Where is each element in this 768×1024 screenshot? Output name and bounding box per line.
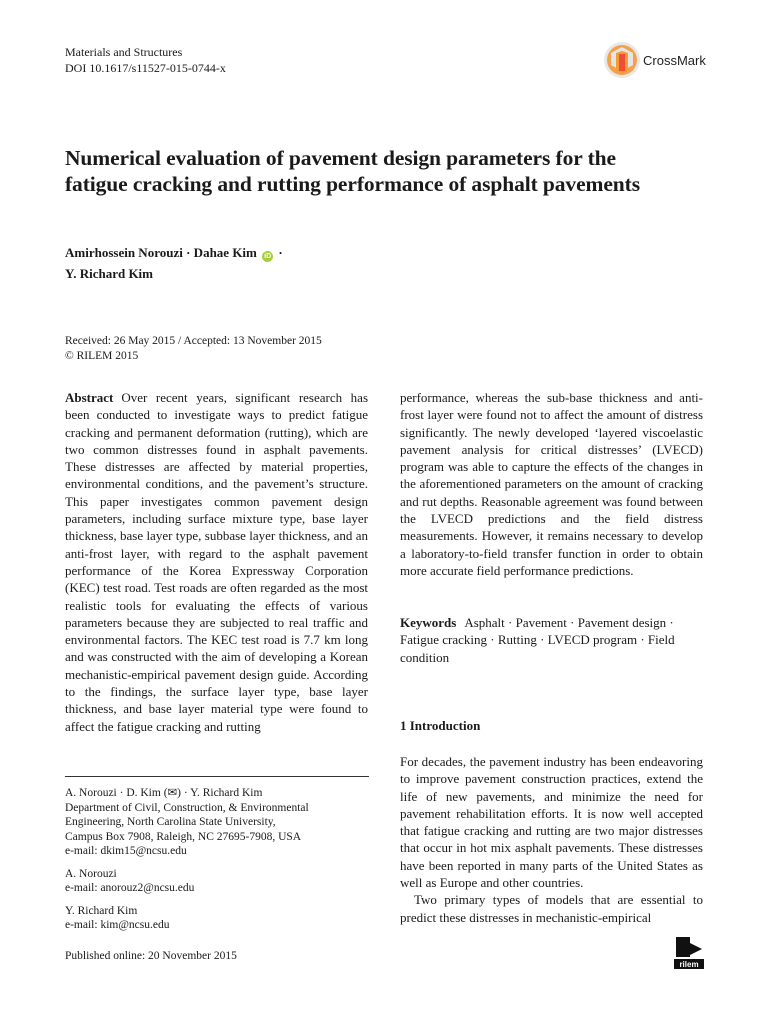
affiliation-email-kim[interactable]: e-mail: kim@ncsu.edu bbox=[65, 919, 170, 931]
abstract-text-left: Over recent years, significant research has been conducted to investigate ways to predict fatigue cracking and permanent deformation (rutting), which are two common distresses found in asphalt pavements. These distresses are affected by material properties, environmental conditions, and the pavement’s structure. This paper investigates common pavement design parameters, including surface mixture type, base layer thickness, base layer type, subbase layer thickness, and an anti-frost layer, with regard to the asphalt pavement performance of the Korea Expressway Corporation (KEC) test road. Test roads are often regarded as the most realistic tools for evaluating the effects of various parameters because they are subjected to real traffic and environmental factors. The KEC test road is 7.7 km long and was constructed with the aim of developing a Korean mechanistic-empirical pavement design guide. According to the findings, the surface layer type, base layer thickness, and base layer material type were found to affect the fatigue cracking and rutting bbox=[65, 390, 368, 734]
journal-header bbox=[65, 44, 226, 76]
affiliation-authors: A. Norouzi · D. Kim (✉) · Y. Richard Kim bbox=[65, 787, 263, 799]
abstract-label: Abstract bbox=[65, 390, 114, 405]
keywords-label: Keywords bbox=[400, 615, 457, 630]
orcid-icon[interactable]: iD bbox=[264, 253, 272, 260]
affiliation-email-dkim[interactable]: e-mail: dkim15@ncsu.edu bbox=[65, 845, 187, 857]
author-list bbox=[65, 242, 283, 284]
crossmark-badge[interactable] bbox=[603, 41, 705, 81]
affiliation-email-norouzi[interactable]: e-mail: anorouz2@ncsu.edu bbox=[65, 882, 195, 894]
author-names-line1: Amirhossein Norouzi · Dahae Kim bbox=[65, 245, 257, 260]
author-separator: · bbox=[278, 245, 283, 260]
paper-title: Numerical evaluation of pavement design parameters for the fatigue cracking and rutting performance of asphalt pavements bbox=[65, 146, 640, 196]
affiliations bbox=[65, 786, 368, 941]
doi[interactable]: DOI 10.1617/s11527-015-0744-x bbox=[65, 61, 226, 75]
publication-dates bbox=[65, 334, 322, 364]
abstract-left-column bbox=[65, 389, 368, 735]
keywords-text: Asphalt · Pavement · Pavement design · Fatigue cracking · Rutting · LVECD program · Field condition bbox=[400, 615, 675, 665]
affiliation-name-norouzi: A. Norouzi bbox=[65, 867, 117, 880]
keywords bbox=[400, 614, 703, 666]
svg-text:rilem: rilem bbox=[679, 960, 699, 969]
affiliation-name-kim: Y. Richard Kim bbox=[65, 904, 138, 917]
introduction-body bbox=[400, 753, 703, 926]
crossmark-icon bbox=[603, 41, 641, 79]
author-names-line2: Y. Richard Kim bbox=[65, 266, 153, 281]
crossmark-label: CrossMark bbox=[643, 53, 706, 68]
affiliation-address: Campus Box 7908, Raleigh, NC 27695-7908, USA bbox=[65, 830, 302, 843]
copyright: © RILEM 2015 bbox=[65, 350, 139, 362]
published-online: Published online: 20 November 2015 bbox=[65, 950, 237, 962]
affiliation-department: Department of Civil, Construction, & Environmental Engineering, North Carolina State University, bbox=[65, 801, 309, 828]
received-accepted: Received: 26 May 2015 / Accepted: 13 November 2015 bbox=[65, 335, 322, 347]
intro-paragraph-1: For decades, the pavement industry has been endeavoring to improve pavement construction practices, extend the life of new pavements, and minimize the need for pavement rehabilitation efforts. It is now well accepted that fatigue cracking and rutting are two major distresses that occur in hot mix asphalt pavements. These distresses have been reported in many parts of the United States as well as Europe and other countries. bbox=[400, 754, 703, 891]
section-heading-introduction: 1 Introduction bbox=[400, 718, 481, 733]
footnote-divider bbox=[65, 776, 369, 777]
journal-name: Materials and Structures bbox=[65, 45, 183, 59]
rilem-logo bbox=[674, 935, 704, 969]
abstract-right-column: performance, whereas the sub-base thickness and anti-frost layer were found not to affect the amount of distress significantly. The newly developed ‘layered viscoelastic pavement analysis for critical distresses’ (LVECD) program was able to capture the effects of the changes in the aforementioned parameters on the amount of cracking and rut depths. Reasonable agreement was found between the LVECD predictions and the field distress measurements. However, it remains necessary to develop a laboratory-to-field transfer function in order to obtain more accurate field performance predictions. bbox=[400, 390, 703, 578]
intro-paragraph-2: Two primary types of models that are essential to predict these distresses in mechanistic-empirical bbox=[400, 892, 703, 925]
